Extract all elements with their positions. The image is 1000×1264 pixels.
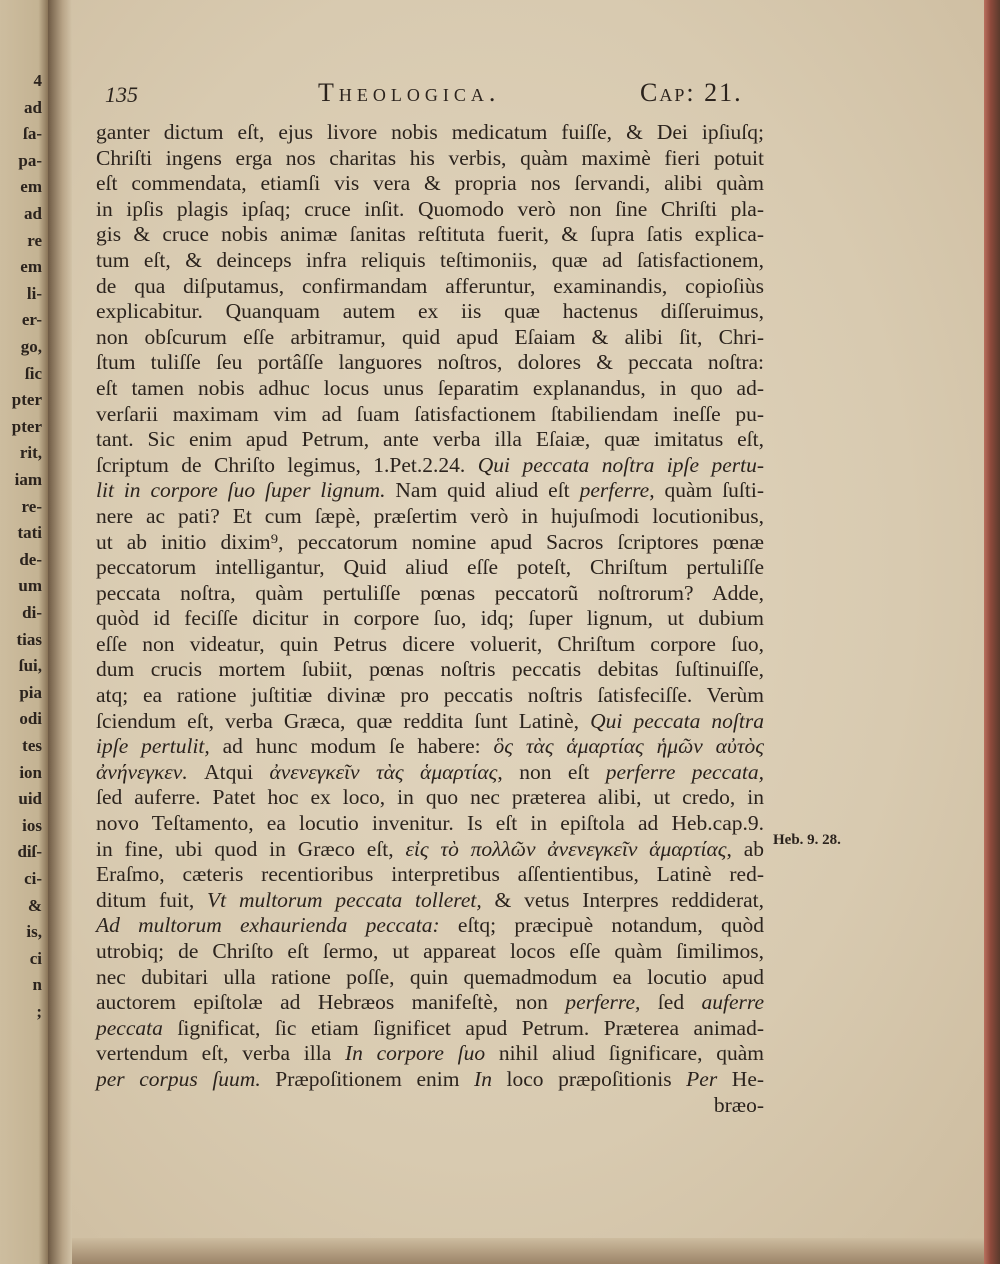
italic-text: ὃς τὰς ἁμαρτίας ἡμῶν αὐτὸς xyxy=(493,734,765,759)
text-line xyxy=(96,657,764,683)
facing-page-fragment: em xyxy=(20,177,42,197)
text-line xyxy=(96,683,764,709)
text-line xyxy=(96,146,764,172)
text-segment: eſt commendata, etiamſi vis vera & propria nos ſervandi, alibi quàm xyxy=(96,171,764,196)
text-segment: ſtum tuliſſe ſeu portâſſe languores noſtros, dolores & peccata noſtra: xyxy=(96,350,764,375)
page-number: 135 xyxy=(105,82,138,107)
text-line xyxy=(96,913,764,939)
text-segment: ut ab initio dixim⁹, peccatorum nomine apud Sacros ſcriptores pœnæ xyxy=(96,529,764,554)
italic-text: perferre, xyxy=(565,990,641,1015)
text-line xyxy=(96,120,764,146)
italic-text: Per xyxy=(686,1066,718,1091)
facing-page-fragment: & xyxy=(27,895,42,915)
text-line xyxy=(96,350,764,376)
text-segment: ganter dictum eſt, ejus livore nobis medicatum fuiſſe, & Dei ipſiuſq; xyxy=(96,120,764,144)
page-bottom-edge xyxy=(72,1238,984,1264)
facing-page-fragment: tes xyxy=(22,736,42,755)
text-segment: dum crucis mortem ſubiit, pœnas noſtris peccatis debitas ſuſtinuiſſe, xyxy=(96,657,764,682)
facing-page-fragment: ſui, xyxy=(18,656,42,676)
italic-text: peccata xyxy=(96,1015,163,1040)
page-red-edge xyxy=(984,0,1000,1264)
body-text xyxy=(96,120,764,1118)
text-segment: gis & cruce nobis animæ ſanitas reſtituta fuerit, & ſupra ſatis explica- xyxy=(96,222,764,247)
text-line xyxy=(96,171,764,197)
facing-page-fragment: li- xyxy=(26,283,42,303)
facing-page-fragment: ci xyxy=(29,948,42,968)
facing-page-fragment: ion xyxy=(19,762,42,782)
text-line xyxy=(96,760,764,786)
text-segment: bræo- xyxy=(713,1092,764,1117)
italic-text: ἀνενεγκεῖν τὰς ἁμαρτίας xyxy=(269,759,498,784)
text-segment: in fine, ubi quod in Græco eſt, xyxy=(96,836,406,861)
text-line xyxy=(96,299,764,325)
text-segment: ditum fuit, xyxy=(96,887,208,912)
running-title: Theologica. xyxy=(318,78,501,107)
text-segment: nere ac pati? Et cum ſæpè, præſertim verò in hujuſmodi locutionibus, xyxy=(96,503,764,528)
text-line xyxy=(96,785,764,811)
text-segment: , non eſt xyxy=(497,759,606,784)
text-segment: Eraſmo, cæteris recentioribus interpretibus aſſentientibus, Latinè red- xyxy=(96,862,764,887)
italic-text: Vt multorum peccata tolleret, xyxy=(207,887,482,912)
facing-page-fragment: iam xyxy=(14,470,42,489)
text-line xyxy=(96,862,764,888)
facing-page-fragment: ios xyxy=(22,815,42,835)
text-segment: de qua diſputamus, confirmandam afferuntur, examinandis, copioſiùs xyxy=(96,273,764,298)
italic-text: Qui peccata noſtra ipſe pertu- xyxy=(477,452,764,477)
facing-page-fragment: tati xyxy=(17,523,42,543)
facing-page-fragment: n xyxy=(32,975,42,995)
facing-page-edge xyxy=(0,0,48,1264)
facing-page-fragment: de- xyxy=(19,549,42,569)
text-segment: quòd id feciſſe dicitur in corpore ſuo, idq; ſuper lignum, ut dubium xyxy=(96,606,764,631)
text-segment: loco præpoſitionis xyxy=(491,1066,687,1091)
facing-page-fragment: is, xyxy=(26,922,42,942)
text-segment: vertendum eſt, verba illa xyxy=(96,1041,345,1066)
italic-text: perferre peccata, xyxy=(605,759,764,784)
text-segment: Præpoſitionem enim xyxy=(260,1066,475,1091)
facing-page-fragment: 4 xyxy=(33,71,42,90)
italic-text: ἀνήνεγκεν. xyxy=(96,759,188,784)
text-line xyxy=(96,709,764,735)
italic-text: ipſe pertulit, xyxy=(96,734,210,759)
text-line xyxy=(96,990,764,1016)
text-line xyxy=(96,965,764,991)
text-segment: explicabitur. Quanquam autem ex iis quæ hactenus diſſeruimus, xyxy=(96,299,764,324)
text-line xyxy=(96,734,764,760)
text-segment: tum eſt, & deinceps infra reliquis teſtimoniis, quæ ad ſatisfactionem, xyxy=(96,247,764,272)
text-segment: nihil aliud ſignificare, quàm xyxy=(485,1041,764,1066)
facing-page-fragment: rit, xyxy=(19,443,42,463)
text-line xyxy=(96,376,764,402)
italic-text: In xyxy=(474,1066,492,1091)
text-line xyxy=(96,453,764,479)
facing-page-fragment: pter xyxy=(11,390,42,410)
facing-page-fragment: um xyxy=(18,576,42,596)
text-line xyxy=(96,1041,764,1067)
text-line xyxy=(96,811,764,837)
text-segment: quàm ſuſti- xyxy=(654,478,764,503)
facing-page-fragment: go, xyxy=(20,337,42,356)
text-line xyxy=(96,837,764,863)
facing-page-fragment: ci- xyxy=(24,869,42,888)
text-segment: peccatorum intelligantur, Quid aliud eſſe poteſt, Chriſtum pertuliſſe xyxy=(96,555,764,580)
text-segment: eſt tamen nobis adhuc locus unus ſeparatim explanandus, in quo ad- xyxy=(96,375,764,400)
margin-note: Heb. 9. 28. xyxy=(773,832,841,848)
facing-page-fragment: tias xyxy=(16,629,42,649)
text-segment: novo Teſtamento, ea locutio invenitur. Is eſt in epiſtola ad Heb.cap.9. xyxy=(96,811,764,836)
text-segment: nec dubitari ulla ratione poſſe, quin quemadmodum ea locutio apud xyxy=(96,964,764,989)
text-line xyxy=(96,939,764,965)
facing-page-fragment: ſa- xyxy=(23,124,42,144)
text-line xyxy=(96,530,764,556)
facing-page-fragment: ad xyxy=(24,204,42,223)
facing-page-fragment: ſic xyxy=(25,363,42,383)
text-line xyxy=(96,402,764,428)
facing-page-fragment: odi xyxy=(19,709,42,729)
text-line xyxy=(96,581,764,607)
text-segment: utrobiq; de Chriſto eſt ſermo, ut appareat locos eſſe quàm ſimilimos, xyxy=(96,939,764,963)
text-line xyxy=(96,325,764,351)
facing-page-fragment: uid xyxy=(18,789,42,809)
text-segment: ad hunc modum ſe habere: xyxy=(209,734,494,759)
text-line xyxy=(96,248,764,274)
facing-page-fragment: ; xyxy=(36,1002,42,1021)
text-segment: atq; ea ratione juſtitiæ divinæ pro peccatis noſtris ſatisfeciſſe. Verùm xyxy=(96,683,764,708)
text-segment: He- xyxy=(717,1066,765,1091)
facing-page-fragment: re xyxy=(27,230,42,250)
text-segment: Nam quid aliud eſt xyxy=(385,478,580,503)
italic-text: lit in corpore ſuo ſuper lignum. xyxy=(96,478,386,503)
text-segment: ſed auferre. Patet hoc ex loco, in quo nec præterea alibi, ut credo, in xyxy=(96,785,764,810)
facing-page-fragment: re- xyxy=(21,496,42,516)
facing-page-fragment: pia xyxy=(19,682,42,702)
book-gutter xyxy=(48,0,72,1264)
text-segment: ſignificat, ſic etiam ſignificet apud Petrum. Præterea animad- xyxy=(162,1015,764,1040)
text-segment: eſtq; præcipuè notandum, quòd xyxy=(439,913,765,938)
italic-text: auferre xyxy=(701,990,764,1015)
text-segment: , ab xyxy=(726,836,765,861)
italic-text: Qui peccata noſtra xyxy=(590,708,764,733)
facing-page-fragment: pter xyxy=(11,416,42,436)
italic-text: perferre, xyxy=(579,478,655,503)
text-segment: non obſcurum eſſe arbitramur, quid apud Eſaiam & alibi ſit, Chri- xyxy=(96,324,764,349)
text-line xyxy=(96,1093,764,1119)
text-segment: & vetus Interpres reddiderat, xyxy=(481,887,764,912)
text-line xyxy=(96,1016,764,1042)
text-line xyxy=(96,888,764,914)
text-segment: eſſe non videatur, quin Petrus dicere voluerit, Chriſtum corpore ſuo, xyxy=(96,631,764,656)
text-line xyxy=(96,274,764,300)
facing-page-fragment: diſ- xyxy=(17,842,42,862)
text-segment: Atqui xyxy=(187,759,270,784)
text-segment: auctorem epiſtolæ ad Hebræos manifeſtè, non xyxy=(96,990,566,1015)
text-line xyxy=(96,504,764,530)
facing-page-fragment: er- xyxy=(21,310,42,330)
italic-text: εἰς τὸ πολλῶν ἀνενεγκεῖν ἁμαρτίας xyxy=(405,836,727,861)
text-line xyxy=(96,632,764,658)
text-segment: tant. Sic enim apud Petrum, ante verba illa Eſaiæ, quæ imitatus eſt, xyxy=(96,427,764,452)
italic-text: In corpore ſuo xyxy=(344,1041,486,1066)
text-line xyxy=(96,606,764,632)
text-line xyxy=(96,427,764,453)
facing-page-fragment: ad xyxy=(24,97,42,117)
italic-text: Ad multorum exhaurienda peccata: xyxy=(96,913,440,938)
text-segment: ſcriptum de Chriſto legimus, 1.Pet.2.24. xyxy=(96,452,478,477)
text-line xyxy=(96,197,764,223)
text-segment: in ipſis plagis ipſaq; cruce inſit. Quomodo verò non ſine Chriſti pla- xyxy=(96,196,764,221)
italic-text: per corpus ſuum. xyxy=(96,1066,261,1091)
text-segment: Chriſti ingens erga nos charitas his verbis, quàm maximè fieri potuit xyxy=(96,145,764,170)
text-line xyxy=(96,555,764,581)
facing-page-fragment: di- xyxy=(22,603,42,622)
text-line xyxy=(96,478,764,504)
text-segment: peccata noſtra, quàm pertuliſſe pœnas peccatorũ noſtrorum? Adde, xyxy=(96,580,764,605)
facing-page-fragment: pa- xyxy=(18,150,42,170)
chapter-label: Cap: 21. xyxy=(640,78,743,107)
text-segment: verſarii maximam vim ad ſuam ſatisfactionem ſtabiliendam ineſſe pu- xyxy=(96,401,764,426)
text-segment: ſed xyxy=(640,990,702,1015)
text-line xyxy=(96,1067,764,1093)
facing-page-fragment: em xyxy=(20,257,42,277)
text-segment: ſciendum eſt, verba Græca, quæ reddita ſunt Latinè, xyxy=(96,708,591,733)
text-line xyxy=(96,222,764,248)
